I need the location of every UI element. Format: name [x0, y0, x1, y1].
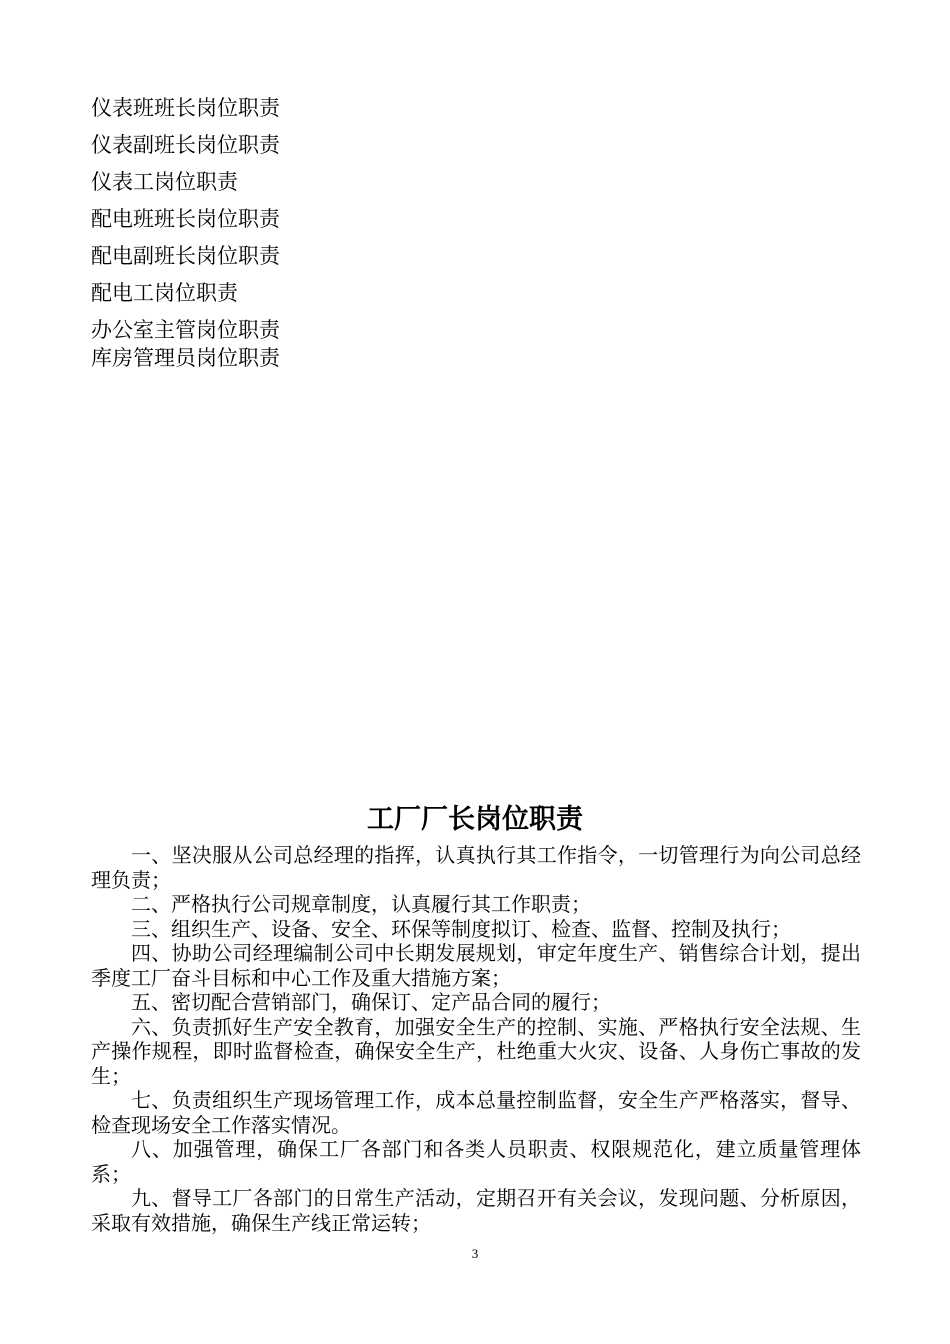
- duty-paragraph: 五、密切配合营销部门，确保订、定产品合同的履行；: [131, 990, 611, 1014]
- section-body: [91, 843, 861, 1235]
- section-title: 工厂厂长岗位职责: [367, 804, 583, 835]
- toc-item: 仪表班班长岗位职责: [91, 96, 280, 120]
- duty-paragraph: 一、坚决服从公司总经理的指挥，认真执行其工作指令，一切管理行为向公司总经理负责；: [91, 843, 861, 892]
- page-number: 3: [471, 1246, 479, 1261]
- duty-paragraph: 七、负责组织生产现场管理工作，成本总量控制监督，安全生产严格落实，督导、检查现场安全工作落实情况。: [91, 1088, 861, 1137]
- duty-paragraph: 二、严格执行公司规章制度，认真履行其工作职责；: [131, 892, 591, 916]
- duty-paragraph: 九、督导工厂各部门的日常生产活动，定期召开有关会议，发现问题、分析原因，采取有效措施，确保生产线正常运转；: [91, 1186, 861, 1235]
- toc-item: 仪表副班长岗位职责: [91, 133, 280, 157]
- toc-item: 仪表工岗位职责: [91, 170, 238, 194]
- toc-item: 库房管理员岗位职责: [91, 346, 280, 370]
- duty-paragraph: 三、组织生产、设备、安全、环保等制度拟订、检查、监督、控制及执行；: [131, 916, 791, 941]
- toc-list: [91, 94, 691, 372]
- duty-paragraph: 八、加强管理，确保工厂各部门和各类人员职责、权限规范化，建立质量管理体系；: [91, 1137, 861, 1186]
- toc-item: 配电班班长岗位职责: [91, 207, 280, 231]
- duty-paragraph: 四、协助公司经理编制公司中长期发展规划，审定年度生产、销售综合计划，提出季度工厂奋斗目标和中心工作及重大措施方案；: [91, 941, 861, 990]
- toc-item: 办公室主管岗位职责: [91, 318, 280, 342]
- toc-item: 配电工岗位职责: [91, 281, 238, 305]
- duty-paragraph: 六、负责抓好生产安全教育，加强安全生产的控制、实施、严格执行安全法规、生产操作规程，即时监督检查，确保安全生产，杜绝重大火灾、设备、人身伤亡事故的发生；: [91, 1014, 861, 1088]
- toc-item: 配电副班长岗位职责: [91, 244, 280, 268]
